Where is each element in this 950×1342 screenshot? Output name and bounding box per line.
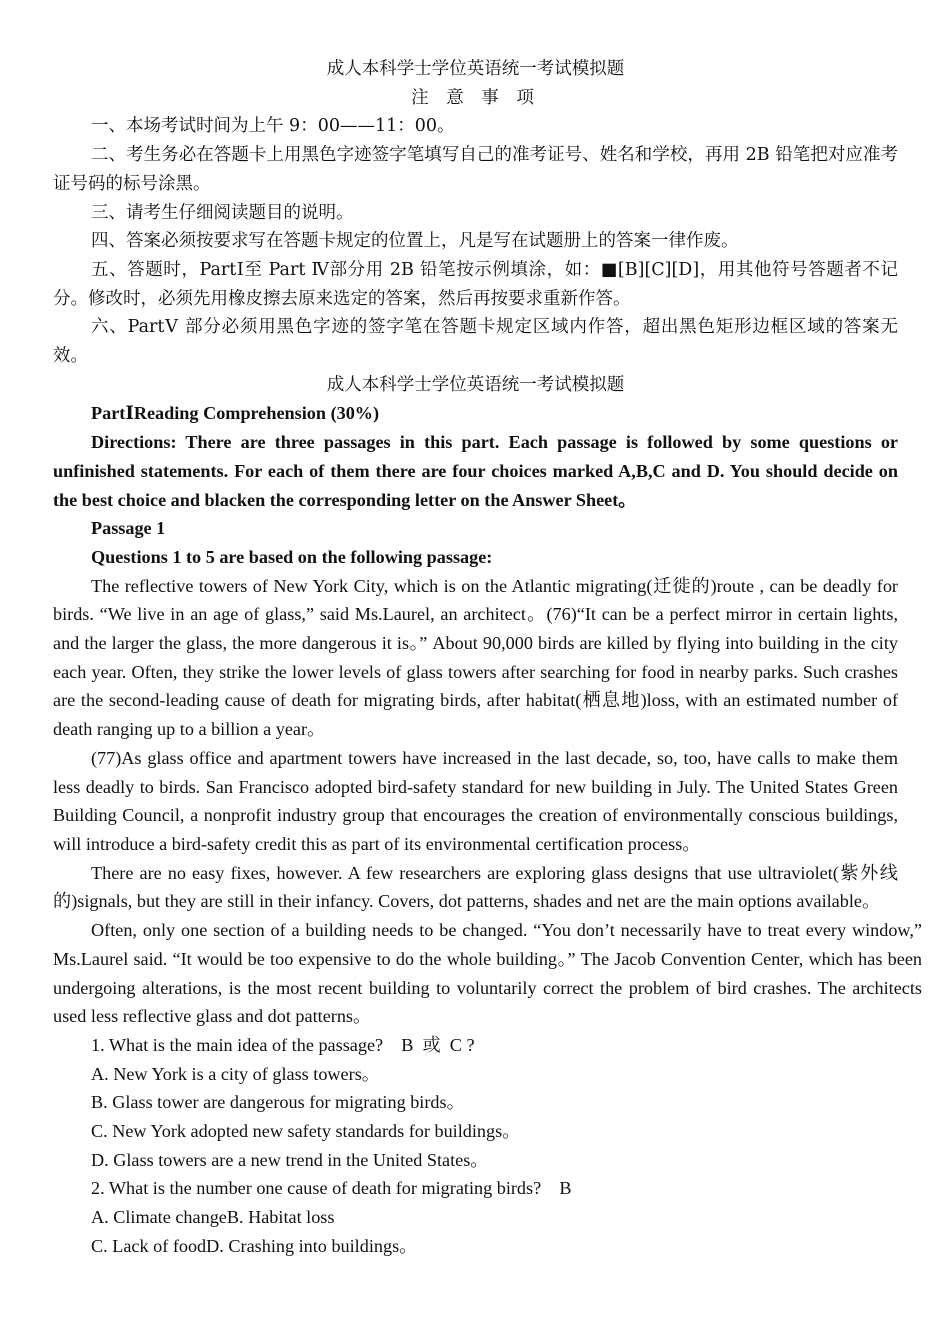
directions: Directions: There are three passages in this part. Each passage is followed by some questions or unfinished statements. For each of them there are four choices marked A,B,C and D. You should decide on the best choice and blacken the corresponding letter on the Answer Sheet。	[53, 432, 898, 510]
question-1-stem: 1. What is the main idea of the passage? B 或 C ?	[91, 1034, 475, 1055]
exam-title: 成人本科学士学位英语统一考试模拟题	[326, 59, 625, 79]
question-2-option-b: B. Habitat loss	[226, 1207, 335, 1228]
question-2-option-a: A. Climate change	[91, 1207, 227, 1228]
notice-title: 注 意 事 项	[411, 87, 540, 108]
notice-item-5: 五、答题时，PartⅠ至 Part Ⅳ部分用 2B 铅笔按示例填涂，如：■[B][C][D]，用其他符号答题者不记分。修改时，必须先用橡皮擦去原来选定的答案，然后再按要求重新作答。	[53, 259, 898, 309]
section-title: 成人本科学士学位英语统一考试模拟题	[326, 374, 625, 395]
question-1-option-a: A. New York is a city of glass towers。	[91, 1063, 380, 1084]
exam-page	[53, 55, 922, 1261]
question-1-option-d: D. Glass towers are a new trend in the United States。	[91, 1149, 489, 1170]
question-2-stem: 2. What is the number one cause of death for migrating birds? B	[91, 1178, 572, 1199]
passage-paragraph-2: (77)As glass office and apartment towers have increased in the last decade, so, too, have calls to make them less deadly to birds. San Francisco adopted bird-safety standard for new building in July. The United States Green Building Council, a nonprofit industry group that encourages the creation of environmentally conscious buildings, will introduce a bird-safety credit this as part of its environmental certification process。	[53, 747, 898, 854]
passage-paragraph-4: Often, only one section of a building needs to be changed. “You don’t necessarily have to treat every window,” Ms.Laurel said. “It would be too expensive to do the whole building。” The Jacob Convention Center, which has been undergoing alterations, is the most recent building to voluntarily correct the problem of bird crashes. The architects used less reflective glass and dot patterns。	[53, 920, 922, 1027]
passage-paragraph-1: The reflective towers of New York City, which is on the Atlantic migrating(迁徙的)route , can be deadly for birds. “We live in an age of glass,” said Ms.Laurel, an architect。(76)“It can be a perfect mirror in certain lights, and the larger the glass, the more dangerous it is。” About 90,000 birds are killed by flying into building in the city each year. Often, they strike the lower levels of glass towers after searching for food in nearby parks. Such crashes are the second-leading cause of death for migrating birds, after habitat(栖息地)loss, with an estimated number of death ranging up to a billion a year。	[53, 575, 898, 740]
passage-intro: Questions 1 to 5 are based on the following passage:	[91, 546, 493, 567]
notice-item-3: 三、请考生仔细阅读题目的说明。	[91, 202, 354, 223]
question-2-option-c: C. Lack of food	[91, 1235, 207, 1256]
notice-item-4: 四、答案必须按要求写在答题卡规定的位置上，凡是写在试题册上的答案一律作废。	[91, 231, 739, 252]
question-2-options-row-1	[53, 1203, 898, 1232]
question-1-option-b: B. Glass tower are dangerous for migrating birds。	[91, 1092, 465, 1113]
passage-label: Passage 1	[91, 518, 166, 539]
notice-item-6: 六、PartⅤ 部分必须用黑色字迹的签字笔在答题卡规定区域内作答，超出黑色矩形边框区域的答案无效。	[53, 317, 898, 367]
notice-item-1: 一、本场考试时间为上午 9：00——11：00。	[91, 116, 455, 137]
question-1-option-c: C. New York adopted new safety standards for buildings。	[91, 1121, 521, 1142]
question-2-options-row-2	[53, 1232, 898, 1261]
notice-item-2: 二、考生务必在答题卡上用黑色字迹签字笔填写自己的准考证号、姓名和学校，再用 2B 铅笔把对应准考证号码的标号涂黑。	[53, 145, 898, 194]
question-2-option-d: D. Crashing into buildings。	[206, 1235, 418, 1256]
passage-paragraph-3: There are no easy fixes, however. A few researchers are exploring glass designs that use ultraviolet(紫外线的)signals, but they are still in their infancy. Covers, dot patterns, shades and net are the main options available。	[53, 862, 898, 912]
part-heading: PartⅠReading Comprehension (30%)	[91, 403, 380, 424]
